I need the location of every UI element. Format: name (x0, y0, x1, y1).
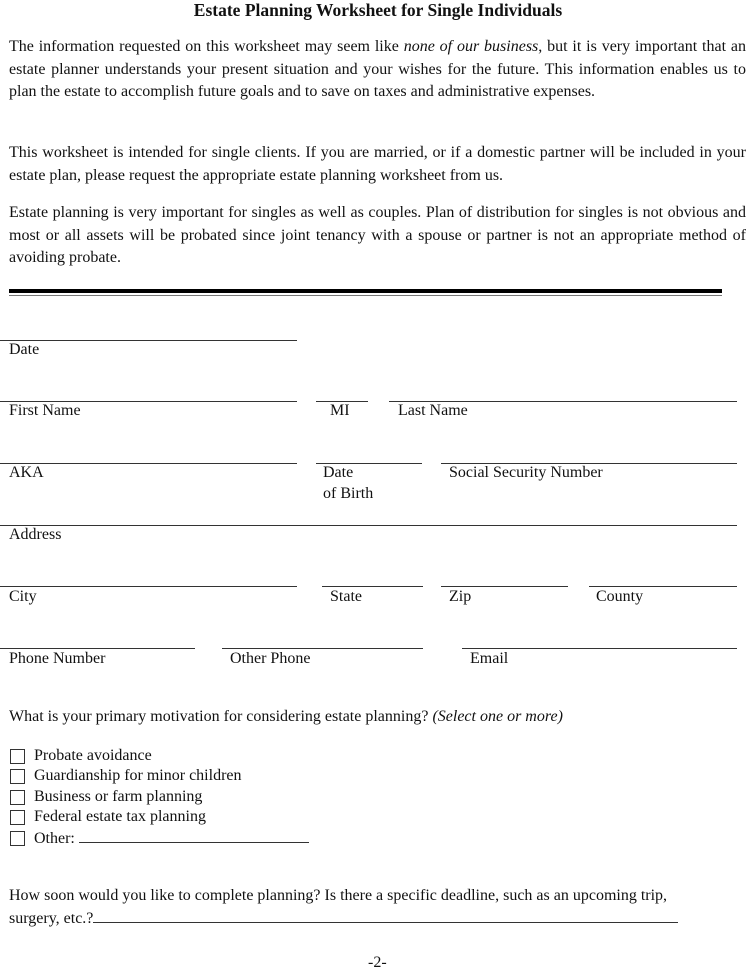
phone-label: Phone Number (9, 650, 106, 667)
zip-field[interactable] (441, 586, 568, 587)
last-name-label: Last Name (398, 402, 468, 419)
option-label: Other: (34, 830, 75, 847)
option-label: Guardianship for minor children (34, 767, 242, 784)
checkbox-probate-avoidance[interactable] (10, 749, 25, 764)
timing-question-line-2 (9, 908, 678, 928)
aka-field[interactable] (0, 463, 297, 464)
intro-paragraph-2: This worksheet is intended for single clients. If you are married, or if a domestic partner will be included in your estate plan, please request the appropriate estate planning worksheet from us. (9, 144, 746, 184)
mi-label: MI (330, 402, 350, 419)
date-field[interactable] (0, 340, 297, 341)
intro-text: , but it is very important that an estate planner understands your present situation and your wishes for the future. This information enables us to plan the estate to accomplish future goals and to save on taxes and administrative expenses. (9, 38, 747, 100)
county-field[interactable] (589, 586, 737, 587)
option-other (34, 828, 309, 849)
timing-question-line-1: How soon would you like to complete planning? Is there a specific deadline, such as an upcoming trip, (9, 887, 668, 904)
ssn-label: Social Security Number (449, 464, 603, 481)
aka-label: AKA (9, 464, 44, 481)
intro-emphasis: none of our business (403, 38, 539, 55)
zip-label: Zip (449, 588, 472, 605)
question-text: What is your primary motivation for considering estate planning? (9, 708, 433, 725)
deadline-input[interactable] (93, 908, 678, 923)
state-field[interactable] (322, 586, 423, 587)
other-input[interactable] (79, 828, 309, 843)
option-label: Business or farm planning (34, 788, 203, 805)
checkbox-business-farm[interactable] (10, 790, 25, 805)
other-phone-label: Other Phone (230, 650, 311, 667)
checkbox-other[interactable] (10, 831, 25, 846)
phone-field[interactable] (0, 648, 195, 649)
option-label: Probate avoidance (34, 747, 152, 764)
intro-paragraph-1 (9, 36, 746, 104)
dob-label-2: of Birth (323, 485, 374, 502)
divider-thin (9, 295, 722, 296)
dob-label: Date (323, 464, 354, 481)
intro-text: The information requested on this worksheet may seem like (9, 38, 404, 55)
state-label: State (330, 588, 362, 605)
question-hint: (Select one or more) (432, 708, 563, 725)
option-label: Federal estate tax planning (34, 808, 206, 825)
address-label: Address (9, 526, 62, 543)
city-field[interactable] (0, 586, 297, 587)
timing-question-text: surgery, etc.? (9, 910, 94, 927)
county-label: County (596, 588, 644, 605)
other-phone-field[interactable] (222, 648, 423, 649)
page-title: Estate Planning Worksheet for Single Individuals (193, 0, 563, 20)
motivation-question (9, 708, 563, 726)
checkbox-guardianship[interactable] (10, 769, 25, 784)
address-field[interactable] (0, 525, 737, 526)
email-field[interactable] (462, 648, 737, 649)
divider-thick (9, 289, 722, 293)
email-label: Email (470, 650, 509, 667)
city-label: City (9, 588, 37, 605)
first-name-label: First Name (9, 402, 81, 419)
date-label: Date (9, 341, 40, 358)
intro-paragraph-3: Estate planning is very important for singles as well as couples. Plan of distribution for singles is not obvious and most or all assets will be probated since joint tenancy with a spouse or partner is not an appropriate method of avoiding probate. (9, 204, 746, 266)
page-number: -2- (368, 954, 387, 970)
checkbox-federal-estate-tax[interactable] (10, 810, 25, 825)
